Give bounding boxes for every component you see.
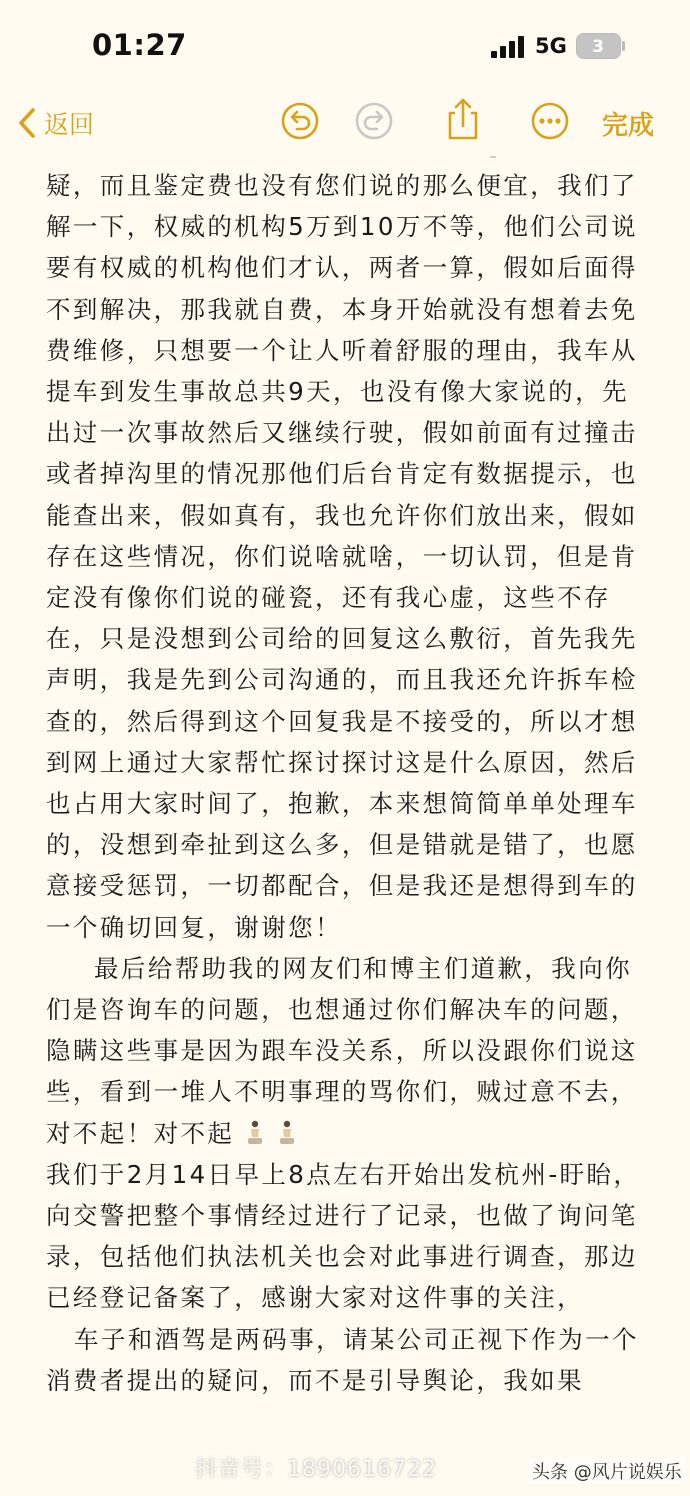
toutiao-watermark [528,1458,686,1484]
status-bar [0,0,690,95]
note-body[interactable] [46,165,646,1401]
toutiao-watermark-text: 头条 @风片说娱乐 [532,1462,682,1483]
notes-toolbar [0,95,690,155]
back-label: 返回 [44,110,95,139]
back-button[interactable] [18,103,94,143]
douyin-watermark: 抖音号：1890616722 [195,1457,437,1482]
header-divider [490,156,496,158]
battery-icon [576,33,626,59]
more-options-icon[interactable] [530,101,570,141]
undo-icon[interactable] [280,101,320,141]
note-paragraph-3: 我们于2月14日早上8点左右开始出发杭州-盱眙，向交警把整个事情经过进行了记录，也做了询问笔录，包括他们执法机关也会对此事进行调查，那边已经登记备案了，感谢大家对这件事的关注， [46,1159,641,1313]
done-button[interactable]: 完成 [602,111,655,141]
kneeling-person-icon [244,1120,266,1146]
note-paragraph-2 [46,948,646,1154]
share-icon[interactable] [443,97,483,141]
note-paragraph-2-text: 最后给帮助我的网友们和博主们道歉，我向你们是咨询车的问题，也想通过你们解决车的问题，隐瞒这些事是因为跟车没关系，所以没跟你们说这些，看到一堆人不明事理的骂你们，贼过意不去，对不起！对不起 [46,953,638,1148]
battery-level: 3 [592,37,604,57]
kneeling-person-icon [276,1120,298,1146]
note-paragraph-4: 车子和酒驾是两码事，请某公司正视下作为一个消费者提出的疑问，而不是引导舆论，我如果 [46,1324,639,1395]
status-time: 01:27 [92,28,187,62]
redo-icon[interactable] [354,101,394,141]
network-type: 5G [535,34,567,58]
cellular-signal-icon [491,36,527,58]
chevron-left-icon [18,108,36,138]
note-paragraph-1: 疑，而且鉴定费也没有您们说的那么便宜，我们了解一下，权威的机构5万到10万不等，他们公司说要有权威的机构他们才认，两者一算，假如后面得不到解决，那我就自费，本身开始就没有想着去免费维修，只想要一个让人听着舒服的理由，我车从提车到发生事故总共9天，也没有像大家说的，先出过一次事故然后又继续行驶，假如前面有过撞击或者掉沟里的情况那他们后台肯定有数据提示，也能查出来，假如真有，我也允许你们放出来，假如存在这些情况，你们说啥就啥，一切认罚，但是肯定没有像你们说的碰瓷，还有我心虚，这些不存在，只是没想到公司给的回复这么敷衍，首先我先声明，我是先到公司沟通的，而且我还允许拆车检查的，然后得到这个回复我是不接受的，所以才想到网上通过大家帮忙探讨探讨这是什么原因，然后也占用大家时间了，抱歉，本来想简简单单处理车的，没想到牵扯到这么多，但是错就是错了，也愿意接受惩罚，一切都配合，但是我还是想得到车的一个确切回复，谢谢您！ [46,171,638,942]
